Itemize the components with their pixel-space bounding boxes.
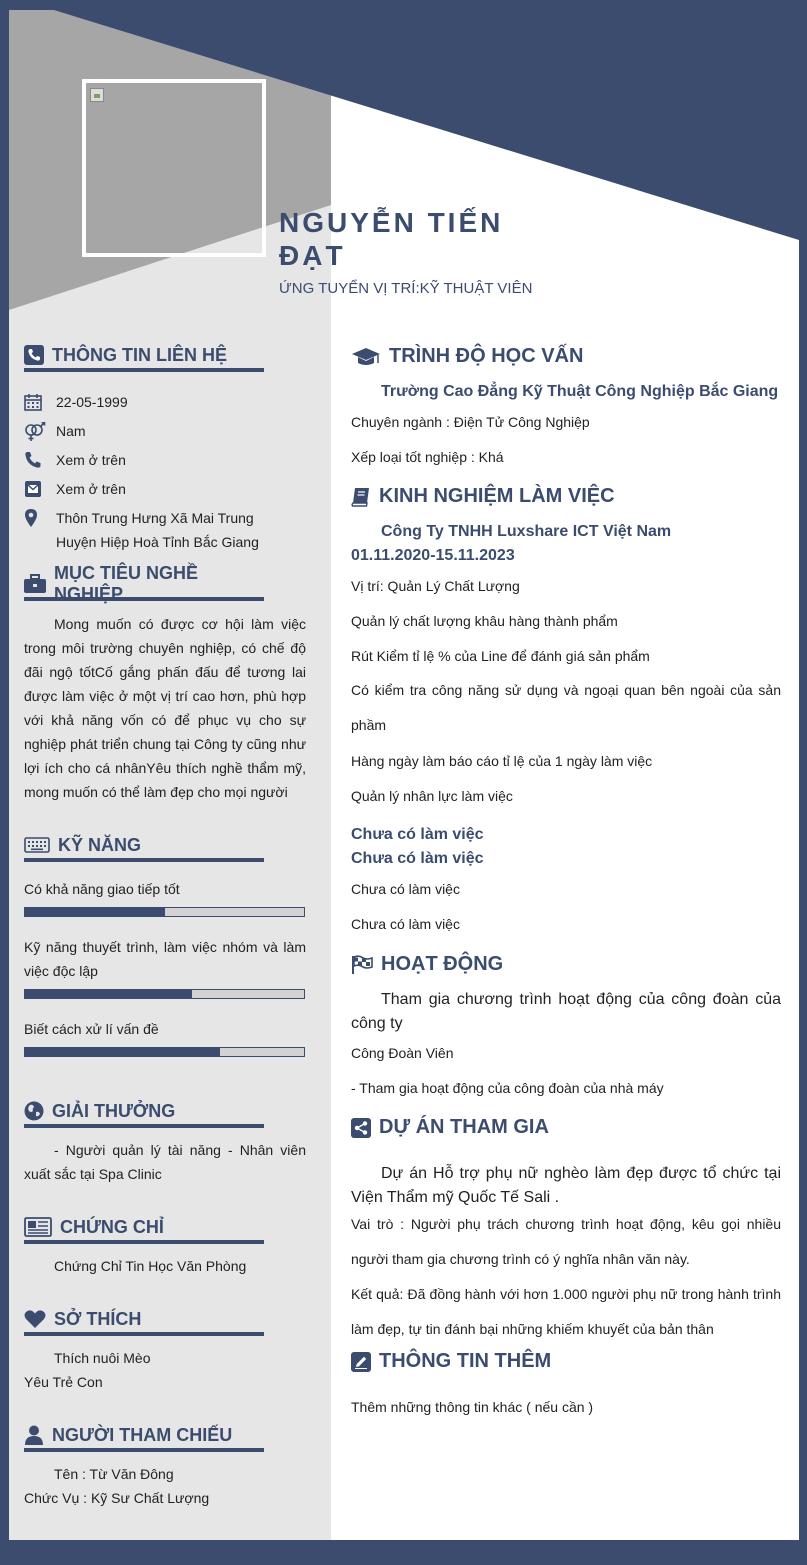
projects-text: Dự án Hỗ trợ phụ nữ nghèo làm đẹp được tổ chức tại Viện Thẩm mỹ Quốc Tế Sali . bbox=[351, 1165, 781, 1206]
gender-value: Nam bbox=[56, 423, 86, 439]
phone-icon bbox=[24, 451, 42, 469]
broken-image-icon bbox=[90, 88, 104, 102]
email-value: Xem ở trên bbox=[56, 481, 126, 497]
skill-bar-fill bbox=[25, 1048, 220, 1056]
objective-text: Mong muốn có được cơ hội làm việc trong môi trường chuyên nghiệp, có chế độ đãi ngộ tốtCố gắng phấn đấu để tương lai được làm việc ở một vị trí cao hơn, phù hợp với khả năng vốn có để phục vụ cho sự nghiệp phát triển chung tại Công ty cũng như lợi ích cho cá nhânYêu thích nghề thẩm mỹ, mong muốn có thể làm đẹp cho mọi người bbox=[24, 616, 306, 800]
skill-bar-fill bbox=[25, 908, 165, 916]
skill-label: Biết cách xử lí vấn đề bbox=[24, 1021, 159, 1037]
awards-section-title bbox=[24, 1098, 264, 1128]
gender-icon bbox=[24, 422, 46, 442]
user-icon bbox=[24, 1425, 44, 1445]
book-icon bbox=[351, 487, 371, 507]
experience-placeholder-line: Chưa có làm việc bbox=[351, 916, 460, 932]
contact-section-title bbox=[24, 342, 264, 372]
education-major: Chuyên ngành : Điện Tử Công Nghiệp bbox=[351, 414, 590, 430]
experience-company: Công Ty TNHH Luxshare ICT Việt Nam bbox=[381, 523, 672, 540]
awards-title-text: GIẢI THƯỞNG bbox=[52, 1100, 176, 1121]
contact-email bbox=[24, 477, 126, 501]
phone-value: Xem ở trên bbox=[56, 452, 126, 468]
projects-title-text: DỰ ÁN THAM GIA bbox=[379, 1116, 549, 1138]
experience-line: Quản lý nhân lực làm việc bbox=[351, 788, 513, 804]
extra-section-title bbox=[351, 1350, 551, 1373]
experience-placeholder-line: Chưa có làm việc bbox=[351, 881, 460, 897]
projects-role: Vai trò : Người phụ trách chương trình hoạt động, kêu gọi nhiều người tham gia chương trình có ý nghĩa nhân văn này. bbox=[351, 1216, 781, 1267]
experience-placeholder-period: Chưa có làm việc bbox=[351, 850, 484, 867]
skill-bar bbox=[24, 1047, 305, 1057]
certificates-title-text: CHỨNG CHỈ bbox=[60, 1216, 164, 1237]
newspaper-icon bbox=[24, 1217, 52, 1237]
globe-icon bbox=[24, 1101, 44, 1121]
hobbies-line-1: Thích nuôi Mèo bbox=[54, 1350, 151, 1366]
hobbies-title-text: SỞ THÍCH bbox=[54, 1308, 142, 1329]
envelope-icon bbox=[24, 480, 42, 498]
heart-icon bbox=[24, 1309, 46, 1329]
references-title-text: NGƯỜI THAM CHIẾU bbox=[52, 1424, 233, 1445]
experience-placeholder-company: Chưa có làm việc bbox=[351, 826, 484, 843]
experience-line: Rút Kiểm tỉ lệ % của Line để đánh giá sản phẩm bbox=[351, 648, 650, 664]
activities-section-title bbox=[351, 953, 503, 976]
skill-bar-fill bbox=[25, 990, 192, 998]
experience-section-title bbox=[351, 485, 615, 508]
resume-page bbox=[9, 10, 799, 1540]
activities-title-text: HOẠT ĐỘNG bbox=[381, 953, 504, 975]
references-line-1: Tên : Từ Văn Đông bbox=[54, 1466, 174, 1482]
skill-label: Có khả năng giao tiếp tốt bbox=[24, 881, 180, 897]
keyboard-icon bbox=[24, 836, 50, 854]
contact-gender bbox=[24, 419, 86, 443]
share-icon bbox=[351, 1118, 371, 1138]
projects-result: Kết quả: Đã đồng hành với hơn 1.000 người phụ nữ trong hành trình làm đẹp, tự tin đánh bại những khiếm khuyết của bản thân bbox=[351, 1286, 781, 1337]
birthdate-value: 22-05-1999 bbox=[56, 394, 128, 410]
objective-title-text: MỤC TIÊU NGHỀ NGHIỆP bbox=[54, 563, 198, 604]
skill-bar bbox=[24, 989, 305, 999]
profile-photo bbox=[82, 79, 266, 257]
contact-title-text: THÔNG TIN LIÊN HỆ bbox=[52, 344, 227, 365]
activities-text: Tham gia chương trình hoạt động của công đoàn của công ty bbox=[351, 991, 781, 1032]
extra-text: Thêm những thông tin khác ( nếu cần ) bbox=[351, 1399, 594, 1415]
projects-section-title bbox=[351, 1116, 549, 1139]
education-section-title bbox=[351, 345, 583, 368]
skills-section-title bbox=[24, 832, 264, 862]
references-section-title bbox=[24, 1422, 264, 1452]
contact-address bbox=[24, 506, 259, 554]
references-line-2: Chức Vụ : Kỹ Sư Chất Lượng bbox=[24, 1490, 210, 1506]
address-line-1: Thôn Trung Hưng Xã Mai Trung bbox=[56, 510, 254, 526]
graduation-cap-icon bbox=[351, 347, 381, 367]
address-line-2: Huyện Hiệp Hoà Tỉnh Bắc Giang bbox=[56, 534, 259, 550]
candidate-name: NGUYỄN TIẾN ĐẠT bbox=[279, 207, 504, 271]
calendar-icon bbox=[24, 393, 42, 411]
experience-line: Hàng ngày làm báo cáo tỉ lệ của 1 ngày làm việc bbox=[351, 753, 653, 769]
hobbies-section-title bbox=[24, 1306, 264, 1336]
education-title-text: TRÌNH ĐỘ HỌC VẤN bbox=[389, 345, 584, 367]
certificates-text: Chứng Chỉ Tin Học Văn Phòng bbox=[54, 1258, 247, 1274]
skill-bar bbox=[24, 907, 305, 917]
education-grade: Xếp loại tốt nghiệp : Khá bbox=[351, 449, 504, 465]
experience-line: Vị trí: Quản Lý Chất Lượng bbox=[351, 578, 520, 594]
objective-section-title bbox=[24, 563, 264, 604]
extra-title-text: THÔNG TIN THÊM bbox=[379, 1350, 552, 1372]
briefcase-icon bbox=[24, 574, 46, 594]
education-school: Trường Cao Đẳng Kỹ Thuật Công Nghiệp Bắc Giang bbox=[381, 383, 779, 400]
applied-position: ỨNG TUYỂN VỊ TRÍ:KỸ THUẬT VIÊN bbox=[279, 280, 533, 297]
activities-line-2: - Tham gia hoạt động của công đoàn của nhà máy bbox=[351, 1080, 664, 1096]
certificates-section-title bbox=[24, 1214, 264, 1244]
experience-period: 01.11.2020-15.11.2023 bbox=[351, 547, 515, 564]
phone-square-icon bbox=[24, 345, 44, 365]
experience-line: Có kiểm tra công năng sử dụng và ngoại quan bên ngoài của sản phầm bbox=[351, 682, 781, 733]
experience-line: Quản lý chất lượng khâu hàng thành phẩm bbox=[351, 613, 618, 629]
contact-birthdate bbox=[24, 390, 128, 414]
experience-title-text: KINH NGHIỆM LÀM VIỆC bbox=[379, 485, 615, 507]
skill-label: Kỹ năng thuyết trình, làm việc nhóm và làm việc độc lập bbox=[24, 939, 306, 979]
checkered-flag-icon bbox=[351, 955, 373, 975]
activities-line-1: Công Đoàn Viên bbox=[351, 1045, 454, 1061]
map-marker-icon bbox=[24, 509, 38, 527]
edit-icon bbox=[351, 1352, 371, 1372]
awards-text: - Người quản lý tài năng - Nhân viên xuất sắc tại Spa Clinic bbox=[24, 1142, 306, 1182]
contact-phone bbox=[24, 448, 126, 472]
skills-title-text: KỸ NĂNG bbox=[58, 834, 142, 855]
hobbies-line-2: Yêu Trẻ Con bbox=[24, 1374, 103, 1390]
